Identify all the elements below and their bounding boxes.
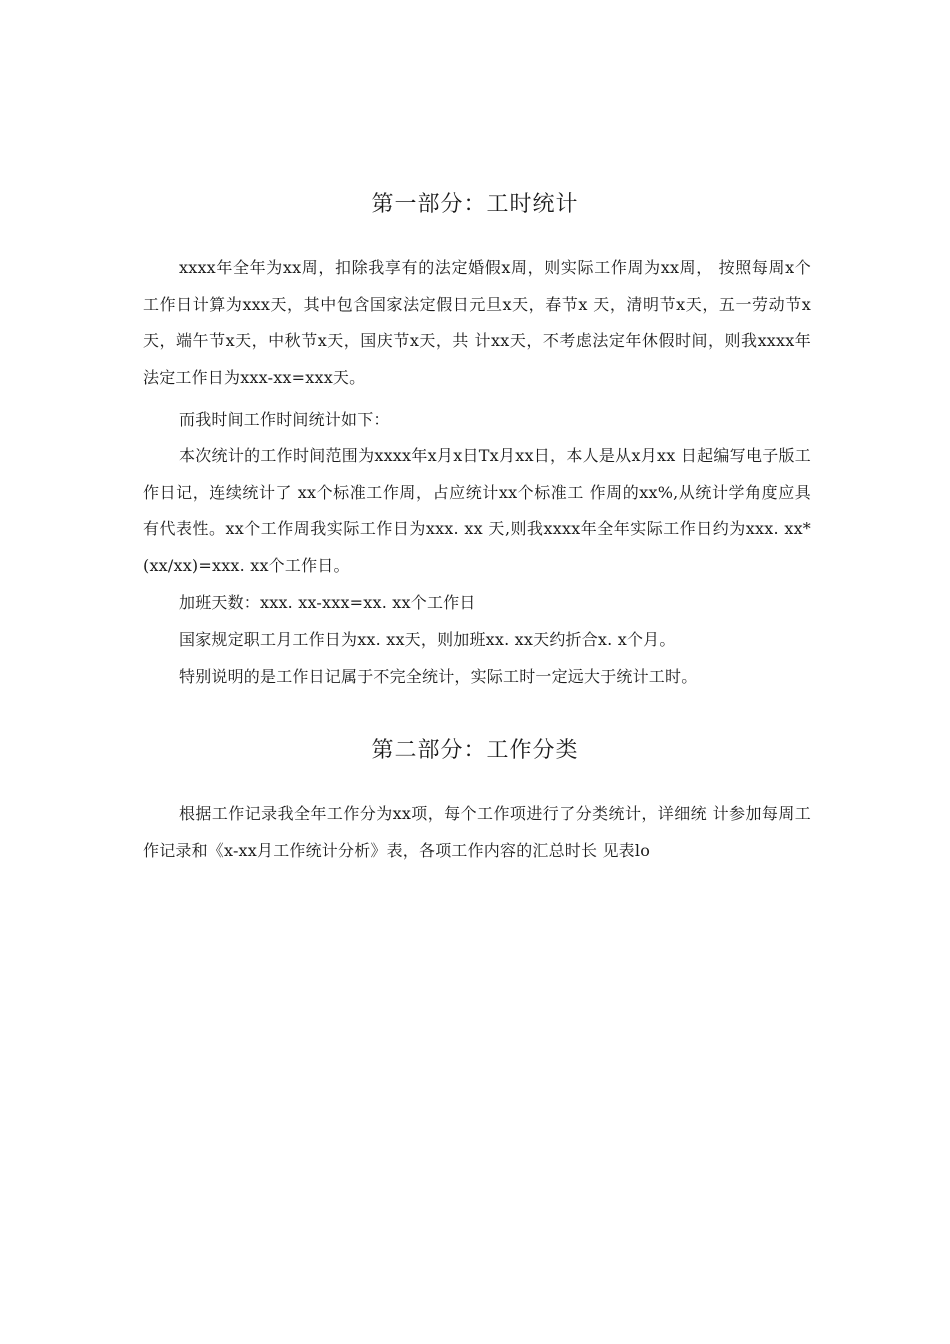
paragraph-work-categories: 根据工作记录我全年工作分为xx项，每个工作项进行了分类统计，详细统 计参加每周工作记录和《x-xx月工作统计分析》表，各项工作内容的汇总时长 见表lo [143,804,811,860]
paragraph-annual-workdays: xxxx年全年为xx周，扣除我享有的法定婚假x周，则实际工作周为xx周， 按照每周x个工作日计算为xxx天，其中包含国家法定假日元旦x天，春节x 天，清明节x天，五一劳动节x天，端午节x天，中秋节x天，国庆节x天，共 计xx天，不考虑法定年休假时间，则我xxxx年法定工作日为xxx-xx=xxx天。 [143,258,811,387]
paragraph-special-note: 特别说明的是工作日记属于不完全统计，实际工时一定远大于统计工时。 [179,667,698,686]
paragraph-stats-intro: 而我时间工作时间统计如下： [179,410,390,429]
paragraph-overtime-months: 国家规定职工月工作日为xx. xx天，则加班xx. xx天约折合x. x个月。 [179,630,676,649]
section-title-work-categories: 第二部分：工作分类 [371,738,579,763]
paragraph-overtime-days: 加班天数：xxx. xx-xxx=xx. xx个工作日 [179,593,476,612]
section-title-work-hours: 第一部分：工时统计 [371,192,579,217]
paragraph-stats-range: 本次统计的工作时间范围为xxxx年x月x日Tx月xx日，本人是从x月xx 日起编写电子版工作日记，连续统计了 xx个标准工作周，占应统计xx个标准工 作周的xx%,从统计学角度应具有代表性。xx个工作周我实际工作日为xxx. xx 天,则我xxxx年全年实际工作日约为xxx. xx*(xx/xx)=xxx. xx个工作日。 [143,446,811,575]
